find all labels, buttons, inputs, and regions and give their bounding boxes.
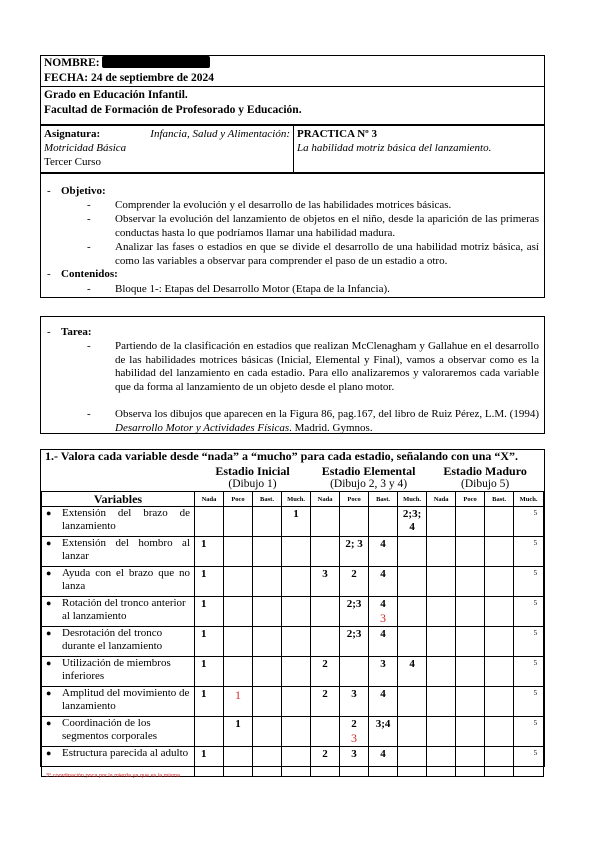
level-header: Much.	[282, 492, 311, 507]
rating-cell[interactable]	[253, 687, 282, 717]
rating-cell[interactable]	[369, 507, 398, 537]
rating-value	[253, 567, 281, 568]
rating-value: 4	[380, 748, 386, 760]
bullet-icon: ●	[46, 688, 52, 698]
variable-label: Amplitud del movimiento de lanzamiento	[62, 687, 190, 712]
rating-cell[interactable]	[427, 657, 456, 687]
rating-cell[interactable]	[224, 627, 253, 657]
rating-value: 1	[201, 748, 207, 760]
rating-cell[interactable]	[398, 537, 427, 567]
rating-cell[interactable]	[195, 507, 224, 537]
practice-title: La habilidad motriz básica del lanzamiento.	[297, 142, 492, 154]
level-header: Poco	[340, 492, 369, 507]
rating-cell[interactable]	[253, 717, 282, 747]
drawing-elemental: (Dibujo 2, 3 y 4)	[330, 478, 408, 490]
rating-cell[interactable]	[485, 657, 514, 687]
task-heading: Tarea:	[61, 326, 92, 338]
rating-value	[369, 507, 397, 508]
rating-value: 2; 3	[345, 538, 363, 550]
rating-value	[311, 597, 339, 598]
rating-value	[195, 507, 223, 508]
rating-cell[interactable]	[398, 627, 427, 657]
table-row	[42, 657, 544, 687]
rating-value: 4	[409, 658, 415, 670]
header-box	[40, 55, 545, 125]
rating-value: 4	[380, 568, 386, 580]
practice-cell	[294, 126, 544, 172]
rating-cell[interactable]	[427, 717, 456, 747]
table-row	[42, 507, 544, 537]
rating-value	[427, 717, 455, 718]
rating-cell[interactable]	[456, 567, 485, 597]
rating-cell[interactable]	[485, 537, 514, 567]
rating-cell[interactable]	[340, 567, 369, 597]
subject-label: Asignatura:	[44, 128, 101, 140]
rating-cell[interactable]	[253, 567, 282, 597]
rating-value	[224, 627, 252, 628]
rating-cell[interactable]	[369, 537, 398, 567]
rating-value	[253, 717, 281, 718]
rating-cell[interactable]	[195, 597, 224, 627]
rating-cell[interactable]	[485, 627, 514, 657]
rating-cell[interactable]	[456, 687, 485, 717]
evaluation-table-box	[40, 449, 545, 767]
level-header: Nada	[311, 492, 340, 507]
rating-cell[interactable]	[369, 717, 398, 747]
rating-cell[interactable]	[398, 747, 427, 777]
rating-value	[311, 537, 339, 538]
rating-value	[282, 627, 310, 628]
rating-value: 3	[380, 658, 386, 670]
rating-cell[interactable]	[485, 567, 514, 597]
rating-value	[398, 597, 426, 598]
rating-value: 5	[533, 509, 538, 517]
rating-value	[485, 657, 513, 658]
rating-value	[398, 687, 426, 688]
rating-cell[interactable]	[195, 717, 224, 747]
rating-value	[398, 567, 426, 568]
rating-value: 4	[380, 688, 386, 700]
rating-cell[interactable]	[456, 507, 485, 537]
rating-value: 4	[380, 598, 386, 610]
handwritten-footnote: 3° coordinación poca por la mierda ya que es la misma	[46, 773, 180, 779]
contents-heading: Contenidos:	[61, 268, 118, 280]
rating-value: 2;3	[346, 628, 362, 640]
rating-value: 1	[293, 508, 299, 520]
rating-cell[interactable]	[340, 507, 369, 537]
rating-cell[interactable]	[456, 747, 485, 777]
rating-cell[interactable]	[195, 627, 224, 657]
variables-header: Variables	[42, 492, 195, 507]
rating-value	[253, 687, 281, 688]
rating-cell[interactable]	[311, 627, 340, 657]
bullet-icon: ●	[46, 568, 52, 578]
table-row	[42, 747, 544, 777]
rating-value: 5	[533, 569, 538, 577]
table-title: 1.- Valora cada variable desde “nada” a “mucho” para cada estadio, señalando con una “X”.	[45, 449, 519, 463]
rating-cell[interactable]	[195, 747, 224, 777]
rating-value	[427, 507, 455, 508]
rating-value	[253, 627, 281, 628]
book-title: Desarrollo Motor y Actividades Físicas	[115, 421, 290, 434]
variable-label: Estructura parecida al adulto	[62, 747, 189, 759]
rating-cell[interactable]	[398, 657, 427, 687]
rating-cell[interactable]	[340, 597, 369, 627]
rating-cell[interactable]	[311, 537, 340, 567]
subject-name-1: Infancia, Salud y Alimentación:	[150, 128, 290, 140]
rating-value: 2	[351, 718, 357, 730]
rating-value	[311, 717, 339, 718]
rating-cell[interactable]	[514, 567, 544, 597]
rating-cell[interactable]	[253, 657, 282, 687]
variable-label: Utilización de miembros inferiores	[62, 657, 171, 682]
rating-cell[interactable]	[195, 567, 224, 597]
rating-value: 2	[351, 568, 357, 580]
rating-value	[224, 537, 252, 538]
rating-value	[456, 687, 484, 688]
rating-value: 3	[322, 568, 328, 580]
level-header: Nada	[195, 492, 224, 507]
level-header: Much.	[514, 492, 544, 507]
task-item-2: Observa los dibujos que aparecen en la Figura 86, pag.167, del libro de Ruiz Pérez, L.M. (1994) Desarrollo Motor y Actividades Físicas. Madrid. Gymnos.	[115, 408, 539, 434]
rating-cell[interactable]	[282, 507, 311, 537]
rating-value	[456, 717, 484, 718]
rating-value	[224, 597, 252, 598]
rating-cell[interactable]	[456, 717, 485, 747]
rating-value	[456, 597, 484, 598]
table-row	[42, 687, 544, 717]
rating-value	[456, 507, 484, 508]
rating-cell[interactable]	[369, 567, 398, 597]
course-label: Tercer Curso	[44, 156, 101, 168]
stage-elemental: Estadio Elemental	[321, 464, 416, 478]
rating-cell[interactable]	[514, 507, 544, 537]
rating-value	[485, 717, 513, 718]
rating-value	[485, 507, 513, 508]
rating-cell[interactable]	[427, 537, 456, 567]
rating-cell[interactable]	[369, 597, 398, 627]
rating-value	[398, 747, 426, 748]
rating-cell[interactable]	[224, 747, 253, 777]
rating-value	[398, 717, 426, 718]
handwritten-mark: 1	[235, 688, 241, 702]
rating-value	[311, 627, 339, 628]
rating-value: 2;3	[346, 598, 362, 610]
rating-cell[interactable]	[224, 657, 253, 687]
rating-value	[427, 597, 455, 598]
rating-cell[interactable]	[427, 507, 456, 537]
rating-value	[282, 657, 310, 658]
rating-cell[interactable]	[224, 717, 253, 747]
rating-cell[interactable]	[456, 597, 485, 627]
table-row	[42, 597, 544, 627]
handwritten-mark: 3	[380, 611, 387, 625]
rating-cell[interactable]	[514, 537, 544, 567]
bullet-icon: ●	[46, 538, 52, 548]
rating-value	[398, 627, 426, 628]
rating-cell[interactable]	[340, 717, 369, 747]
rating-cell[interactable]	[195, 537, 224, 567]
objectives-box: - Objetivo: - Comprender la evolución y el desarrollo de las habilidades motrices básicas. - Observar la evolución del lanzamiento de objetos en el niño, desde la aparición de las primeras conductas hasta lo que podríamos llamar una habilidad madura. - Analizar las fases o estadios en que se divide el desarrollo de una habilidad motriz básica, así como las variables a observar para comprender el paso de un estadio a otro. - Contenidos: - Bloque 1-: Etapas del Desarrollo Motor (Etapa de la Infancia).	[40, 173, 545, 298]
rating-value: 3;4	[375, 718, 391, 730]
redacted-name	[102, 56, 210, 68]
rating-value: 2	[322, 658, 328, 670]
rating-value: 2	[322, 748, 328, 760]
bullet-icon: ●	[46, 748, 52, 758]
rating-cell[interactable]	[514, 627, 544, 657]
rating-cell[interactable]	[398, 597, 427, 627]
rating-value: 4	[380, 538, 386, 550]
rating-value	[398, 537, 426, 538]
rating-cell[interactable]	[253, 627, 282, 657]
level-header: Poco	[224, 492, 253, 507]
level-header: Bast.	[253, 492, 282, 507]
table-row	[42, 627, 544, 657]
rating-cell[interactable]	[195, 657, 224, 687]
rating-value: 5	[533, 689, 538, 697]
rating-value: 5	[533, 749, 538, 757]
rating-value	[282, 747, 310, 748]
rating-cell[interactable]	[514, 687, 544, 717]
rating-cell[interactable]	[282, 597, 311, 627]
objective-1: Comprender la evolución y el desarrollo de las habilidades motrices básicas.	[115, 199, 452, 211]
variable-label: Desrotación del tronco durante el lanzamiento	[62, 627, 163, 652]
date-line: FECHA: 24 de septiembre de 2024	[44, 71, 215, 84]
rating-value	[485, 627, 513, 628]
rating-value	[253, 747, 281, 748]
objective-2: Observar la evolución del lanzamiento de objetos en el niño, desde la aparición de las primeras conductas hasta lo que podríamos llamar una habilidad madura.	[115, 213, 539, 239]
rating-cell[interactable]	[398, 687, 427, 717]
rating-value	[253, 597, 281, 598]
bullet-icon: ●	[46, 718, 52, 728]
rating-cell[interactable]	[282, 717, 311, 747]
bullet-icon: ●	[46, 598, 52, 608]
drawing-initial: (Dibujo 1)	[228, 478, 277, 490]
rating-value	[282, 537, 310, 538]
rating-cell[interactable]	[311, 657, 340, 687]
rating-cell[interactable]	[514, 717, 544, 747]
rating-cell[interactable]	[485, 687, 514, 717]
rating-value: 2	[322, 688, 328, 700]
table-row	[42, 717, 544, 747]
table-row	[42, 537, 544, 567]
subject-box	[40, 125, 545, 173]
rating-value	[456, 747, 484, 748]
rating-value	[427, 627, 455, 628]
rating-cell[interactable]	[282, 657, 311, 687]
rating-value	[340, 657, 368, 658]
rating-cell[interactable]	[369, 627, 398, 657]
rating-value: 5	[533, 539, 538, 547]
faculty-line: Facultad de Formación de Profesorado y Educación.	[44, 103, 302, 116]
rating-cell[interactable]	[224, 567, 253, 597]
rating-value: 5	[533, 629, 538, 637]
rating-cell[interactable]	[514, 747, 544, 777]
divider	[41, 86, 544, 87]
task-item-1: Partiendo de la clasificación en estadios que realizan McClenagham y Gallahue en el desarrollo de las habilidades motrices básicas (Inicial, Elemental y Final), vamos a observar como es la habilidad del lanzamiento en cada estadio. Para ello analizaremos y valoraremos cada variable que da forma al lanzamiento de un objeto desde el plano motor.	[115, 340, 539, 393]
rating-value	[485, 747, 513, 748]
rating-cell[interactable]	[311, 597, 340, 627]
rating-cell[interactable]	[253, 597, 282, 627]
rating-cell[interactable]	[427, 747, 456, 777]
variable-label: Coordinación de los segmentos corporales	[62, 717, 157, 742]
rating-cell[interactable]	[485, 747, 514, 777]
level-header: Much.	[398, 492, 427, 507]
bullet-icon: ●	[46, 508, 52, 518]
rating-cell[interactable]	[340, 537, 369, 567]
rating-cell[interactable]	[253, 507, 282, 537]
rating-value: 3	[351, 748, 357, 760]
rating-value: 1	[201, 628, 207, 640]
rating-cell[interactable]	[398, 507, 427, 537]
rating-cell[interactable]	[427, 597, 456, 627]
rating-value	[253, 507, 281, 508]
rating-cell[interactable]	[311, 687, 340, 717]
rating-cell[interactable]	[224, 507, 253, 537]
level-header: Bast.	[485, 492, 514, 507]
rating-cell[interactable]	[282, 687, 311, 717]
rating-cell[interactable]	[253, 537, 282, 567]
rating-value: 1	[201, 658, 207, 670]
rating-value: 5	[533, 719, 538, 727]
rating-cell[interactable]	[282, 627, 311, 657]
bullet-icon: ●	[46, 658, 52, 668]
rating-value	[224, 747, 252, 748]
objective-3: Analizar las fases o estadios en que se divide el desarrollo de una habilidad motriz básica, así como las variables a observar para comprender el paso de un estadio a otro.	[115, 241, 539, 267]
rating-value	[311, 507, 339, 508]
rating-value: 5	[533, 659, 538, 667]
level-header: Nada	[427, 492, 456, 507]
rating-value: 1	[201, 568, 207, 580]
rating-value	[427, 537, 455, 538]
subject-name-2: Motricidad Básica	[44, 142, 127, 154]
rating-cell[interactable]	[456, 627, 485, 657]
content-1: Bloque 1-: Etapas del Desarrollo Motor (Etapa de la Infancia).	[115, 283, 390, 295]
bullet-icon: ●	[46, 628, 52, 638]
rating-cell[interactable]	[311, 507, 340, 537]
rating-value	[485, 687, 513, 688]
stage-initial: Estadio Inicial	[215, 464, 290, 478]
rating-value	[427, 687, 455, 688]
rating-cell[interactable]	[340, 747, 369, 777]
rating-cell[interactable]	[340, 627, 369, 657]
rating-cell[interactable]	[311, 717, 340, 747]
rating-cell[interactable]	[282, 747, 311, 777]
objective-heading: Objetivo:	[61, 185, 106, 197]
rating-cell[interactable]	[456, 537, 485, 567]
rating-value	[195, 717, 223, 718]
rating-cell[interactable]	[340, 657, 369, 687]
task-box: - Tarea: - Partiendo de la clasificación en estadios que realizan McClenagham y Gallahue en el desarrollo de las habilidades motrices básicas (Inicial, Elemental y Final), vamos a observar como es la habilidad del lanzamiento en cada estadio. Para ello analizaremos y valoraremos cada variable que da forma al lanzamiento de un objeto desde el plano motor. - Observa los dibujos que aparecen en la Figura 86, pag.167, del libro de Ruiz Pérez, L.M. (1994) Desarrollo Motor y Actividades Físicas. Madrid. Gymnos.	[40, 316, 545, 434]
variable-label: Extensión del hombro al lanzar	[62, 537, 190, 562]
rating-cell[interactable]	[514, 657, 544, 687]
rating-cell[interactable]	[427, 627, 456, 657]
rating-value	[456, 627, 484, 628]
rating-value	[282, 597, 310, 598]
variable-label: Extensión del brazo de lanzamiento	[62, 507, 190, 532]
rating-cell[interactable]	[485, 597, 514, 627]
rating-value	[427, 567, 455, 568]
practice-number: PRACTICA Nº 3	[297, 128, 378, 140]
rating-value	[427, 747, 455, 748]
rating-cell[interactable]	[282, 537, 311, 567]
rating-cell[interactable]	[224, 537, 253, 567]
rating-value	[224, 567, 252, 568]
variable-label: Ayuda con el brazo que no lanza	[62, 567, 190, 592]
rating-cell[interactable]	[514, 597, 544, 627]
rating-value	[456, 537, 484, 538]
rating-cell[interactable]	[369, 687, 398, 717]
rating-cell[interactable]	[340, 687, 369, 717]
rating-value	[253, 657, 281, 658]
rating-value	[282, 687, 310, 688]
rating-cell[interactable]	[224, 597, 253, 627]
handwritten-mark: 3	[351, 731, 358, 745]
variable-label: Rotación del tronco anterior al lanzamiento	[62, 597, 186, 622]
rating-value	[253, 537, 281, 538]
rating-cell[interactable]	[253, 747, 282, 777]
rating-value: 1	[235, 718, 241, 730]
rating-value: 1	[201, 598, 207, 610]
rating-cell[interactable]	[311, 747, 340, 777]
rating-value	[456, 657, 484, 658]
rating-cell[interactable]	[195, 687, 224, 717]
rating-cell[interactable]	[311, 567, 340, 597]
rating-value	[282, 717, 310, 718]
rating-value: 5	[533, 599, 538, 607]
drawing-mature: (Dibujo 5)	[460, 478, 510, 490]
rating-cell[interactable]	[224, 687, 253, 717]
rating-value: 2;3; 4	[402, 508, 422, 533]
rating-value	[485, 537, 513, 538]
rating-value: 4	[380, 628, 386, 640]
evaluation-table	[41, 464, 544, 777]
rating-value	[485, 567, 513, 568]
rating-cell[interactable]	[485, 717, 514, 747]
rating-value: 3	[351, 688, 357, 700]
table-row	[42, 567, 544, 597]
rating-value	[485, 597, 513, 598]
rating-value	[340, 507, 368, 508]
level-header: Bast.	[369, 492, 398, 507]
rating-cell[interactable]	[427, 687, 456, 717]
rating-cell[interactable]	[398, 567, 427, 597]
degree-line: Grado en Educación Infantil.	[44, 89, 188, 101]
name-label: NOMBRE:	[44, 57, 100, 69]
rating-value	[282, 567, 310, 568]
rating-value	[456, 567, 484, 568]
rating-value	[427, 657, 455, 658]
level-header: Poco	[456, 492, 485, 507]
rating-cell[interactable]	[282, 567, 311, 597]
rating-value: 1	[201, 538, 207, 550]
rating-cell[interactable]	[427, 567, 456, 597]
subject-cell	[41, 126, 294, 172]
rating-cell[interactable]	[456, 657, 485, 687]
rating-value: 1	[201, 688, 207, 700]
name-row	[41, 56, 544, 71]
rating-cell[interactable]	[369, 657, 398, 687]
rating-cell[interactable]	[369, 747, 398, 777]
rating-cell[interactable]	[485, 507, 514, 537]
rating-cell[interactable]	[398, 717, 427, 747]
rating-value	[224, 507, 252, 508]
stage-mature: Estadio Maduro	[443, 464, 527, 478]
rating-value	[224, 657, 252, 658]
